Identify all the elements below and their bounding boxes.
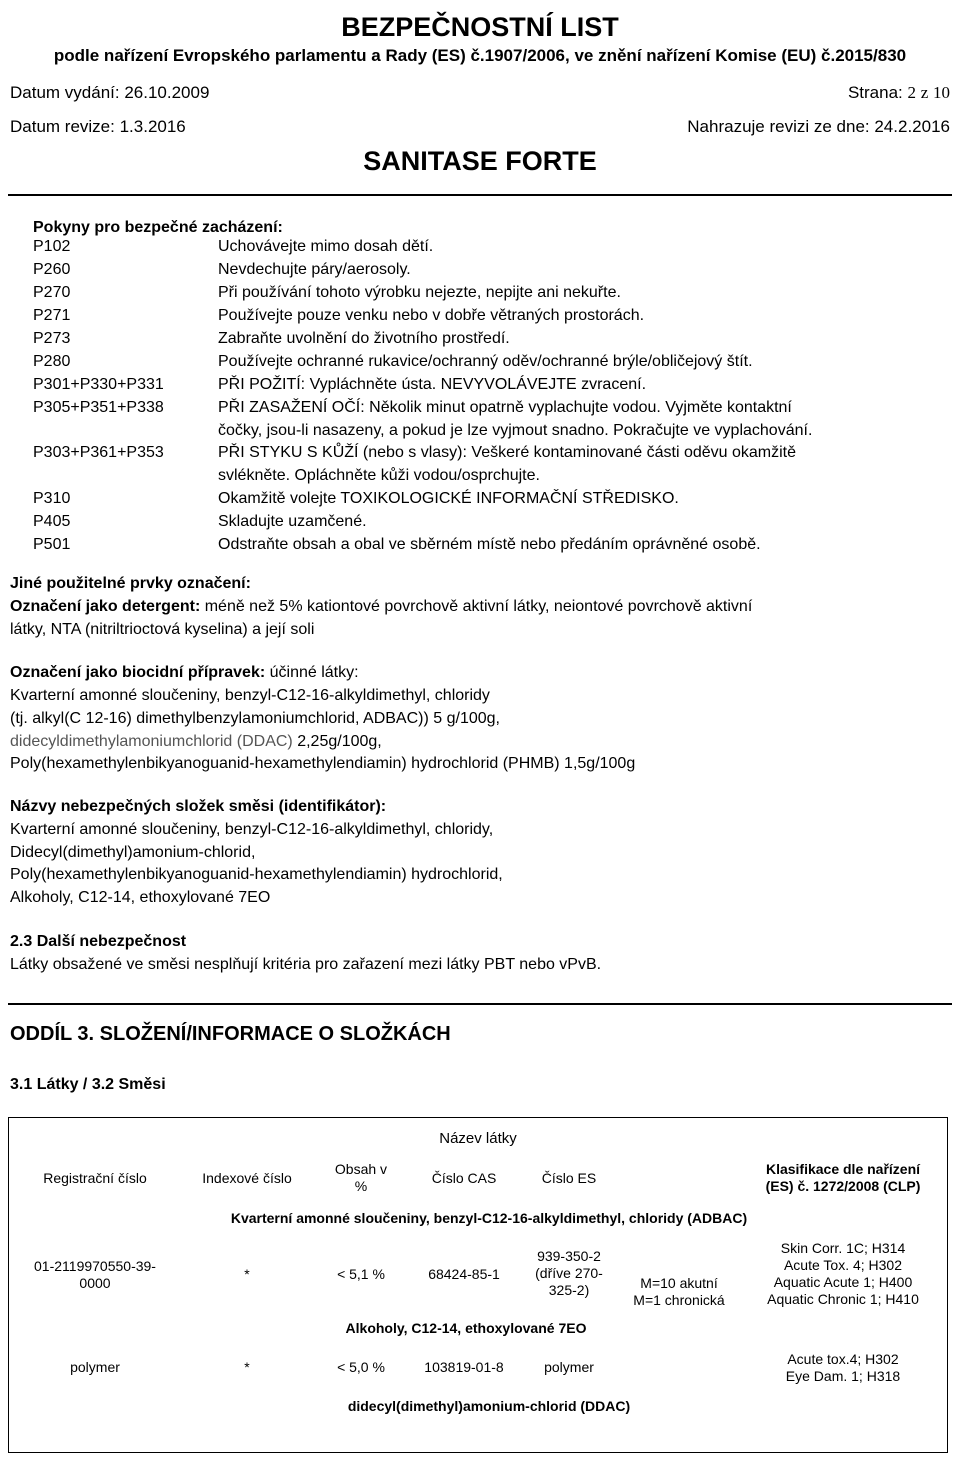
document-title: BEZPEČNOSTNÍ LIST	[341, 12, 619, 42]
page-number: 2	[907, 83, 916, 102]
section-divider	[8, 1003, 952, 1005]
biocide-label: Označení jako biocidní přípravek:	[10, 664, 266, 681]
biocide-substance-2: (tj. alkyl(C 12-16) dimethylbenzylamoniumchlorid, ADBAC)) 5 g/100g,	[10, 710, 500, 727]
hazardous-item: Poly(hexamethylenbikyanoguanid-hexamethylendiamin) hydrochlorid,	[10, 866, 503, 883]
header-divider	[8, 194, 952, 196]
p-code: P102	[33, 238, 71, 255]
row1-es-line3: 325-2)	[548, 1282, 590, 1298]
detergent-line-2: látky, NTA (nitriltrioctová kyselina) a její soli	[10, 621, 315, 638]
p-text: Skladujte uzamčené.	[218, 513, 367, 530]
p-text: Používejte pouze venku nebo v dobře větraných prostorách.	[218, 307, 645, 324]
row1-m-factor	[619, 1275, 739, 1309]
page-label: Strana:	[847, 83, 903, 102]
row2-registration: polymer	[70, 1359, 120, 1375]
other-heading: Jiné použitelné prvky označení:	[10, 575, 251, 592]
composition-table	[8, 1117, 948, 1453]
biocide-substance-1: Kvarterní amonné sloučeniny, benzyl-C12-16-alkyldimethyl, chloridy	[10, 687, 490, 704]
p-code: P301+P330+P331	[33, 376, 164, 393]
p-text: PŘI ZASAŽENÍ OČÍ: Několik minut opatrně vyplachujte vodou. Vyjměte kontaktní	[218, 399, 792, 416]
hazardous-item: Kvarterní amonné sloučeniny, benzyl-C12-16-alkyldimethyl, chloridy,	[10, 821, 494, 838]
page-of: z	[920, 83, 929, 102]
p-text: PŘI STYKU S KŮŽÍ (nebo s vlasy): Veškeré kontaminované části oděvu okamžitě	[218, 444, 797, 461]
detergent-label: Označení jako detergent:	[10, 598, 201, 615]
row1-class-3: Aquatic Acute 1; H400	[773, 1274, 913, 1290]
page-indicator	[848, 83, 950, 103]
row2-es: polymer	[544, 1359, 594, 1375]
detergent-line	[10, 598, 752, 616]
biocide-line	[10, 664, 359, 682]
revision-date: Datum revize: 1.3.2016	[10, 117, 186, 136]
row1-cas: 68424-85-1	[428, 1266, 500, 1282]
col-concentration-line1: Obsah v	[334, 1161, 388, 1177]
p-text-continued: svlékněte. Opláchněte kůži vodou/osprchujte.	[218, 467, 540, 484]
issue-date: Datum vydání: 26.10.2009	[10, 83, 210, 102]
p-text: Odstraňte obsah a obal ve sběrném místě nebo předáním oprávněné osobě.	[218, 536, 761, 553]
row1-concentration: < 5,1 %	[337, 1266, 385, 1282]
biocide-substance-3	[10, 733, 382, 751]
p-code: P405	[33, 513, 71, 530]
p-code: P273	[33, 330, 71, 347]
row1-es	[519, 1248, 619, 1299]
col-concentration	[313, 1161, 409, 1195]
hazardous-item: Alkoholy, C12-14, ethoxylované 7EO	[10, 889, 271, 906]
detergent-text: méně než 5% kationtové povrchově aktivní látky, neiontové povrchově aktivní	[200, 598, 753, 615]
section-2-3-heading: 2.3 Další nebezpečnost	[10, 933, 187, 950]
row2-cas: 103819-01-8	[424, 1359, 504, 1375]
replaces-revision: Nahrazuje revizi ze dne: 24.2.2016	[687, 117, 950, 136]
p-text-continued: čočky, jsou-li nasazeny, a pokud je lze vyjmout snadno. Pokračujte ve vyplachování.	[218, 422, 813, 439]
col-classification-line1: Klasifikace dle nařízení	[765, 1161, 921, 1177]
row1-class-4: Aquatic Chronic 1; H410	[767, 1291, 919, 1307]
col-index: Indexové číslo	[202, 1170, 292, 1186]
row1-class-2: Acute Tox. 4; H302	[783, 1257, 903, 1273]
row1-registration-line1: 01-2119970550-39-	[34, 1258, 156, 1274]
biocide-substance-4: Poly(hexamethylenbikyanoguanid-hexamethylendiamin) hydrochlorid (PHMB) 1,5g/100g	[10, 755, 636, 772]
ddac-amount: 2,25g/100g,	[292, 733, 382, 750]
row2-class-1: Acute tox.4; H302	[787, 1351, 899, 1367]
row1-class-1: Skin Corr. 1C; H314	[780, 1240, 906, 1256]
col-cas: Číslo CAS	[431, 1170, 497, 1186]
p-text: Zabraňte uvolnění do životního prostředí.	[218, 330, 510, 347]
row1-classification	[739, 1240, 947, 1308]
p-text: PŘI POŽITÍ: Vypláchněte ústa. NEVYVOLÁVEJTE zvracení.	[218, 376, 647, 393]
substance-1-name: Kvarterní amonné sloučeniny, benzyl-C12-16-alkyldimethyl, chloridy (ADBAC)	[230, 1210, 748, 1226]
p-code: P305+P351+P338	[33, 399, 164, 416]
p-text: Při používání tohoto výrobku nejezte, nepijte ani nekuřte.	[218, 284, 621, 301]
p-code: P270	[33, 284, 71, 301]
col-registration: Registrační číslo	[43, 1170, 147, 1186]
row2-concentration: < 5,0 %	[337, 1359, 385, 1375]
row1-registration-line2: 0000	[79, 1275, 111, 1291]
p-text: Okamžitě volejte TOXIKOLOGICKÉ INFORMAČNÍ STŘEDISKO.	[218, 490, 679, 507]
substance-3-name: didecyl(dimethyl)amonium-chlorid (DDAC)	[347, 1398, 631, 1414]
row2-class-2: Eye Dam. 1; H318	[785, 1368, 901, 1384]
row1-m-chronic: M=1 chronická	[633, 1292, 725, 1308]
product-name: SANITASE FORTE	[363, 146, 597, 176]
row1-index: *	[244, 1266, 250, 1282]
row1-es-line2: (dříve 270-	[535, 1265, 603, 1281]
p-text: Používejte ochranné rukavice/ochranný oděv/ochranné brýle/obličejový štít.	[218, 353, 753, 370]
section-3-subheading: 3.1 Látky / 3.2 Směsi	[10, 1076, 166, 1093]
p-code: P280	[33, 353, 71, 370]
row1-m-acute: M=10 akutní	[640, 1275, 718, 1291]
hazardous-item: Didecyl(dimethyl)amonium-chlorid,	[10, 844, 256, 861]
substance-2-name: Alkoholy, C12-14, ethoxylované 7EO	[345, 1320, 587, 1336]
row1-registration	[9, 1258, 181, 1292]
row2-classification	[739, 1351, 947, 1385]
col-es: Číslo ES	[541, 1170, 597, 1186]
section-2-3-text: Látky obsažené ve směsi nesplňují kritéria pro zařazení mezi látky PBT nebo vPvB.	[10, 956, 602, 973]
p-code: P271	[33, 307, 71, 324]
ddac-name: didecyldimethylamoniumchlorid (DDAC)	[10, 733, 293, 750]
p-text: Uchovávejte mimo dosah dětí.	[218, 238, 434, 255]
safety-heading: Pokyny pro bezpečné zacházení:	[33, 219, 283, 236]
p-code: P310	[33, 490, 71, 507]
p-code: P303+P361+P353	[33, 444, 164, 461]
row1-es-line1: 939-350-2	[537, 1248, 601, 1264]
p-code: P260	[33, 261, 71, 278]
p-text: Nevdechujte páry/aerosoly.	[218, 261, 411, 278]
biocide-text: účinné látky:	[265, 664, 359, 681]
col-classification-line2: (ES) č. 1272/2008 (CLP)	[765, 1178, 921, 1194]
hazardous-heading: Názvy nebezpečných složek směsi (identifikátor):	[10, 798, 387, 815]
col-classification	[739, 1161, 947, 1195]
page-total: 10	[933, 83, 950, 102]
row2-index: *	[244, 1359, 250, 1375]
section-3-heading: ODDÍL 3. SLOŽENÍ/INFORMACE O SLOŽKÁCH	[10, 1023, 451, 1045]
table-name-header: Název látky	[439, 1130, 517, 1147]
p-code: P501	[33, 536, 71, 553]
col-concentration-line2: %	[354, 1178, 368, 1194]
regulation-line: podle nařízení Evropského parlamentu a Rady (ES) č.1907/2006, ve znění nařízení Komise (EU) č.2015/830	[53, 46, 907, 65]
